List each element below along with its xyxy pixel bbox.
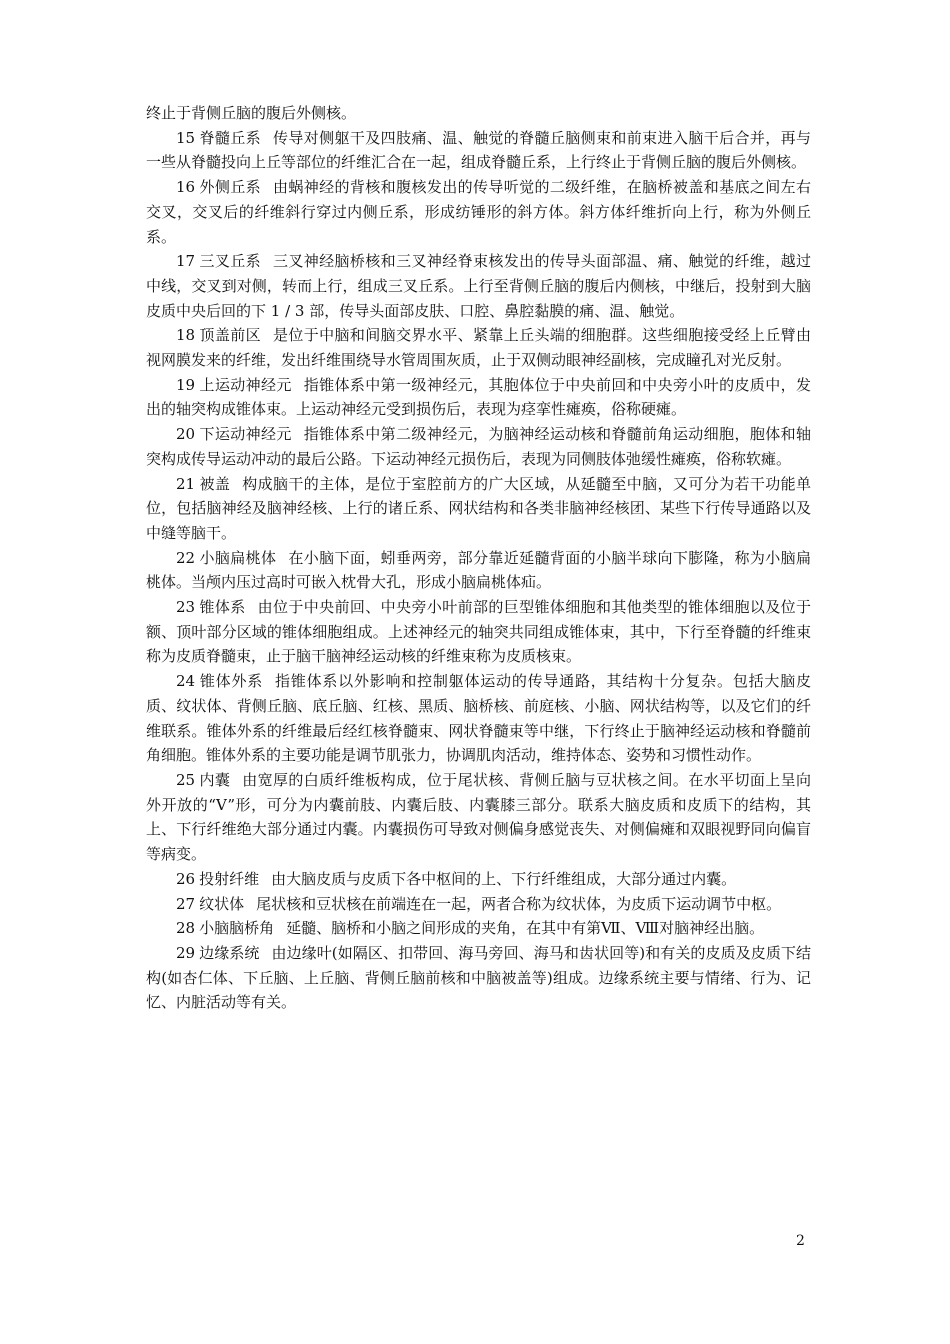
entry-number: 27 — [176, 894, 196, 913]
entry-definition: 由大脑皮质与皮质下各中枢间的上、下行纤维组成，大部分通过内囊。 — [271, 869, 737, 888]
glossary-entry — [146, 867, 811, 892]
page-number: 2 — [796, 1233, 805, 1249]
entry-number: 17 — [176, 252, 196, 271]
entry-term: 投射纤维 — [199, 869, 260, 888]
entry-term: 下运动神经元 — [199, 425, 292, 444]
entry-number: 16 — [176, 178, 196, 197]
entry-list — [146, 126, 811, 1015]
entry-definition: 是位于中脑和间脑交界水平、紧靠上丘头端的细胞群。这些细胞接受经上丘臂由视网膜发来的纤维，发出纤维围绕导水管周围灰质，止于双侧动眼神经副核，完成瞳孔对光反射。 — [146, 326, 811, 370]
entry-definition: 构成脑干的主体，是位于室腔前方的广大区域，从延髓至中脑，又可分为若干功能单位，包括脑神经及脑神经核、上行的诸丘系、网状结构和各类非脑神经核团、某些下行传导通路以及中缝等脑干。 — [146, 474, 811, 542]
document-body — [146, 101, 811, 1015]
entry-number: 15 — [176, 128, 196, 147]
glossary-entry — [146, 546, 811, 595]
glossary-entry — [146, 595, 811, 669]
entry-definition: 指锥体系中第二级神经元，为脑神经运动核和脊髓前角运动细胞，胞体和轴突构成传导运动冲动的最后公路。下运动神经元损伤后，表现为同侧肢体弛缓性瘫痪，俗称软瘫。 — [146, 425, 811, 468]
entry-definition: 指锥体系中第一级神经元，其胞体位于中央前回和中央旁小叶的皮质中，发出的轴突构成锥体束。上运动神经元受到损伤后，表现为痉挛性瘫痪，俗称硬瘫。 — [146, 375, 811, 419]
glossary-entry — [146, 916, 811, 941]
entry-number: 26 — [176, 869, 196, 888]
entry-definition: 三叉神经脑桥核和三叉神经脊束核发出的传导头面部温、痛、触觉的纤维，越过中线，交叉到对侧，转而上行，组成三叉丘系。上行至背侧丘脑的腹后内侧核，中继后，投射到大脑皮质中央后回的下 1 / 3 部，传导头面部皮肤、口腔、鼻腔黏膜的痛、温、触觉。 — [146, 252, 811, 320]
glossary-entry — [146, 126, 811, 175]
entry-term: 被盖 — [199, 474, 231, 493]
entry-term: 纹状体 — [199, 894, 245, 913]
entry-number: 18 — [176, 326, 196, 345]
entry-term: 三叉丘系 — [199, 252, 262, 271]
glossary-entry — [146, 175, 811, 249]
glossary-entry — [146, 941, 811, 1015]
entry-definition: 延髓、脑桥和小脑之间形成的夹角，在其中有第Ⅶ、Ⅷ对脑神经出脑。 — [286, 919, 765, 938]
entry-number: 29 — [176, 943, 196, 962]
entry-number: 28 — [176, 919, 196, 938]
entry-number: 22 — [176, 548, 196, 567]
entry-definition: 由位于中央前回、中央旁小叶前部的巨型锥体细胞和其他类型的锥体细胞以及位于额、顶叶部分区域的锥体细胞组成。上述神经元的轴突共同组成锥体束，其中，下行至脊髓的纤维束称为皮质脊髓束，止于脑干脑神经运动核的纤维束称为皮质核束。 — [146, 598, 811, 666]
entry-term: 锥体外系 — [199, 672, 264, 691]
entry-definition: 在小脑下面，蚓垂两旁，部分靠近延髓背面的小脑半球向下膨隆，称为小脑扁桃体。当颅内压过高时可嵌入枕骨大孔，形成小脑扁桃体疝。 — [146, 548, 811, 592]
entry-term: 边缘系统 — [199, 943, 260, 962]
glossary-entry — [146, 768, 811, 867]
glossary-entry — [146, 472, 811, 546]
glossary-entry — [146, 669, 811, 768]
entry-number: 20 — [176, 425, 196, 444]
entry-term: 小脑脑桥角 — [199, 919, 275, 938]
entry-term: 脊髓丘系 — [199, 128, 262, 147]
entry-term: 顶盖前区 — [199, 326, 262, 345]
entry-number: 19 — [176, 375, 196, 394]
glossary-entry — [146, 249, 811, 323]
entry-definition: 指锥体系以外影响和控制躯体运动的传导通路，其结构十分复杂。包括大脑皮质、纹状体、背侧丘脑、底丘脑、红核、黑质、脑桥核、前庭核、小脑、网状结构等，以及它们的纤维联系。锥体外系的纤维最后经红核脊髓束、网状脊髓束等中继，下行终止于脑神经运动核和脊髓前角细胞。锥体外系的主要功能是调节肌张力，协调肌肉活动，维持体态、姿势和习惯性动作。 — [146, 672, 811, 765]
glossary-entry — [146, 892, 811, 917]
entry-term: 外侧丘系 — [199, 178, 262, 197]
entry-term: 锥体系 — [199, 598, 246, 617]
entry-number: 24 — [176, 672, 196, 691]
entry-term: 内囊 — [199, 770, 231, 789]
entry-definition: 由宽厚的白质纤维板构成，位于尾状核、背侧丘脑与豆状核之间。在水平切面上呈向外开放的“V”形，可分为内囊前肢、内囊后肢、内囊膝三部分。联系大脑皮质和皮质下的结构，其上、下行纤维绝大部分通过内囊。内囊损伤可导致对侧偏身感觉丧失、对侧偏瘫和双眼视野同向偏盲等病变。 — [146, 770, 811, 864]
opening-line: 终止于背侧丘脑的腹后外侧核。 — [146, 104, 357, 122]
entry-definition: 尾状核和豆状核在前端连在一起，两者合称为纹状体，为皮质下运动调节中枢。 — [256, 894, 782, 913]
glossary-entry — [146, 422, 811, 471]
entry-number: 21 — [176, 474, 196, 493]
entry-term: 小脑扁桃体 — [199, 548, 277, 567]
glossary-entry — [146, 323, 811, 372]
entry-definition: 传导对侧躯干及四肢痛、温、触觉的脊髓丘脑侧束和前束进入脑干后合并，再与一些从脊髓投向上丘等部位的纤维汇合在一起，组成脊髓丘系，上行终止于背侧丘脑的腹后外侧核。 — [146, 128, 811, 172]
entry-number: 23 — [176, 598, 196, 617]
entry-number: 25 — [176, 770, 196, 789]
entry-definition: 由蜗神经的背核和腹核发出的传导听觉的二级纤维，在脑桥被盖和基底之间左右交叉，交叉后的纤维斜行穿过内侧丘系，形成纺锤形的斜方体。斜方体纤维折向上行，称为外侧丘系。 — [146, 178, 811, 246]
entry-definition: 由边缘叶(如隔区、扣带回、海马旁回、海马和齿状回等)和有关的皮质及皮质下结构(如杏仁体、下丘脑、上丘脑、背侧丘脑前核和中脑被盖等)组成。边缘系统主要与情绪、行为、记忆、内脏活动等有关。 — [146, 943, 811, 1012]
glossary-entry — [146, 373, 811, 422]
entry-term: 上运动神经元 — [199, 375, 292, 394]
